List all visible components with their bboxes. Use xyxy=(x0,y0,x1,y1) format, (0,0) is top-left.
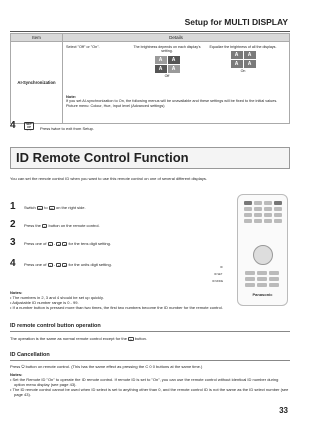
subheading-button-operation: ID remote control button operation xyxy=(10,323,101,329)
remote-key xyxy=(269,277,279,281)
remote-button xyxy=(244,213,252,217)
remote-button xyxy=(274,207,282,211)
operation-text-pre: The operation is the same as normal remote control except for the xyxy=(10,336,127,341)
remote-number-keys xyxy=(245,271,279,287)
remote-key xyxy=(257,283,267,287)
setup-key-label: SET UP xyxy=(26,122,32,129)
remote-button xyxy=(254,213,262,217)
select-instruction: Select "Off" or "On". xyxy=(66,45,100,49)
remote-key xyxy=(257,277,267,281)
remote-button xyxy=(274,201,282,205)
notes-block xyxy=(10,290,235,310)
subheading-id-cancellation: ID Cancellation xyxy=(10,352,50,358)
remote-button xyxy=(264,201,272,205)
step-number: 4 xyxy=(10,258,16,269)
page-header-title: Setup for MULTI DISPLAY xyxy=(184,17,288,27)
power-key-icon: ⏻ xyxy=(129,337,133,342)
display-panel: A xyxy=(155,65,167,73)
step-text xyxy=(24,262,112,267)
number-key-icon: 0 xyxy=(63,263,66,268)
step-number: 1 xyxy=(10,201,16,212)
id-switch-icon: ID xyxy=(50,206,54,211)
id-switch-icon: ID xyxy=(38,206,42,211)
page-number: 33 xyxy=(279,406,288,415)
remote-callout: ID SET xyxy=(214,273,223,276)
subheading-rule xyxy=(10,331,290,332)
notes-title: Notes: xyxy=(10,372,23,377)
step-text-pre: Press one of xyxy=(24,262,47,267)
remote-brand-logo: Panasonic xyxy=(252,292,273,297)
remote-button xyxy=(274,213,282,217)
step-text-post: button on the remote control. xyxy=(48,223,100,228)
remote-control-illustration xyxy=(237,194,288,306)
remote-dpad-icon xyxy=(253,245,273,265)
display-panel: A xyxy=(168,56,180,64)
display-panel: A xyxy=(155,56,167,64)
c-button-icon: C xyxy=(43,224,46,229)
figure-on xyxy=(209,45,277,74)
remote-key xyxy=(257,271,267,275)
number-key-icon: 9 xyxy=(57,242,60,247)
column-header-item: Item xyxy=(11,34,63,42)
caption-on: Equalize the brightness of all the displays. xyxy=(209,45,277,49)
number-key-icon: 1 xyxy=(49,242,51,247)
step-text-post: for the units digit setting. xyxy=(68,262,112,267)
step-text-post: on the right side. xyxy=(56,205,86,210)
display-panel: A xyxy=(168,65,180,73)
note-item: • The numbers in 2, 3 and 4 should be set up quickly. xyxy=(10,295,104,300)
button-operation-text xyxy=(10,336,290,341)
cancellation-text: Press ⏻ button on remote control. (This has the same effect as pressing the C 0 0 buttons at the same time.) xyxy=(10,364,203,369)
display-panel: A xyxy=(244,51,256,59)
step-number: 4 xyxy=(10,120,16,131)
step-instruction: Press twice to exit from Setup. xyxy=(40,126,95,131)
remote-button xyxy=(254,201,262,205)
display-panel: A xyxy=(244,60,256,68)
step-text xyxy=(24,241,111,246)
item-ai-synchronization: AI-Synchronization xyxy=(11,42,63,124)
subheading-rule xyxy=(10,360,290,361)
number-key-icon: 9 xyxy=(57,263,60,268)
section-intro: You can set the remote control ID when you want to use this remote control on one of several different displays. xyxy=(10,176,207,181)
remote-button xyxy=(264,219,272,223)
section-title: ID Remote Control Function xyxy=(16,150,189,165)
remote-button xyxy=(274,219,282,223)
details-cell xyxy=(63,42,290,124)
remote-button xyxy=(244,201,252,205)
step-text-post: for the tens digit setting. xyxy=(68,241,111,246)
caption-off: The brightness depends on each display's setting. xyxy=(133,45,201,54)
step-text-pre: Press one of xyxy=(24,241,47,246)
remote-key xyxy=(245,277,255,281)
remote-callout: ID MODE xyxy=(212,280,224,283)
state-off-label: Off xyxy=(164,73,170,78)
number-key-icon: 1 xyxy=(49,263,51,268)
operation-text-post: button. xyxy=(134,336,147,341)
note-title: Note: xyxy=(66,94,77,99)
step-text-pre: Switch xyxy=(24,205,36,210)
display-panel: A xyxy=(231,51,243,59)
note-item: • If a number button is pressed more than two times, the first two numbers become the ID number for the remote control. xyxy=(10,305,223,310)
remote-button xyxy=(264,213,272,217)
note-body: If you set AI-synchronization to On, the following menus will be unavailable and these settings will be fixed to the initial values. Picture menu: Colour, Hue, Input level (Advanced settings) xyxy=(66,99,278,108)
step-text-mid: - xyxy=(53,262,56,267)
settings-table xyxy=(10,33,290,124)
notes-block-2 xyxy=(10,372,290,397)
column-header-details: Details xyxy=(63,34,290,42)
step-number: 2 xyxy=(10,219,16,230)
remote-top-buttons xyxy=(244,201,282,223)
display-panel: A xyxy=(231,60,243,68)
remote-button xyxy=(254,219,262,223)
state-on-label: On xyxy=(240,69,246,74)
step-number: 3 xyxy=(10,237,16,248)
step-text xyxy=(24,205,86,210)
remote-button xyxy=(264,207,272,211)
number-key-icon: 0 xyxy=(63,242,66,247)
step-text-mid: - xyxy=(53,241,56,246)
header-divider xyxy=(10,31,290,32)
remote-callout: ID xyxy=(220,266,223,269)
remote-button xyxy=(244,219,252,223)
step-text-mid: to xyxy=(44,205,48,210)
remote-button xyxy=(254,207,262,211)
remote-key xyxy=(245,271,255,275)
setup-key-arrows: ←→ xyxy=(26,128,32,132)
step-text xyxy=(24,223,100,228)
notes-title: Notes: xyxy=(10,290,23,295)
remote-button xyxy=(244,207,252,211)
note-item: • Set the Remote ID "On" to operate the ID remote control. If remote ID is set to "On", you can use the remote control without identical ID number during option menu display (see page 43). xyxy=(10,377,279,387)
remote-key xyxy=(269,283,279,287)
setup-key-icon xyxy=(24,122,34,130)
remote-key xyxy=(245,283,255,287)
step-text-pre: Press the xyxy=(24,223,41,228)
figure-off xyxy=(133,45,201,78)
note-item: • The ID remote control cannot be used when ID select is set to anything other than 0, and the remote control ID is not the same as the ID select number (see page 43). xyxy=(10,387,289,397)
remote-key xyxy=(269,271,279,275)
note-item: • Adjustable ID number range is 0 - 99. xyxy=(10,300,79,305)
